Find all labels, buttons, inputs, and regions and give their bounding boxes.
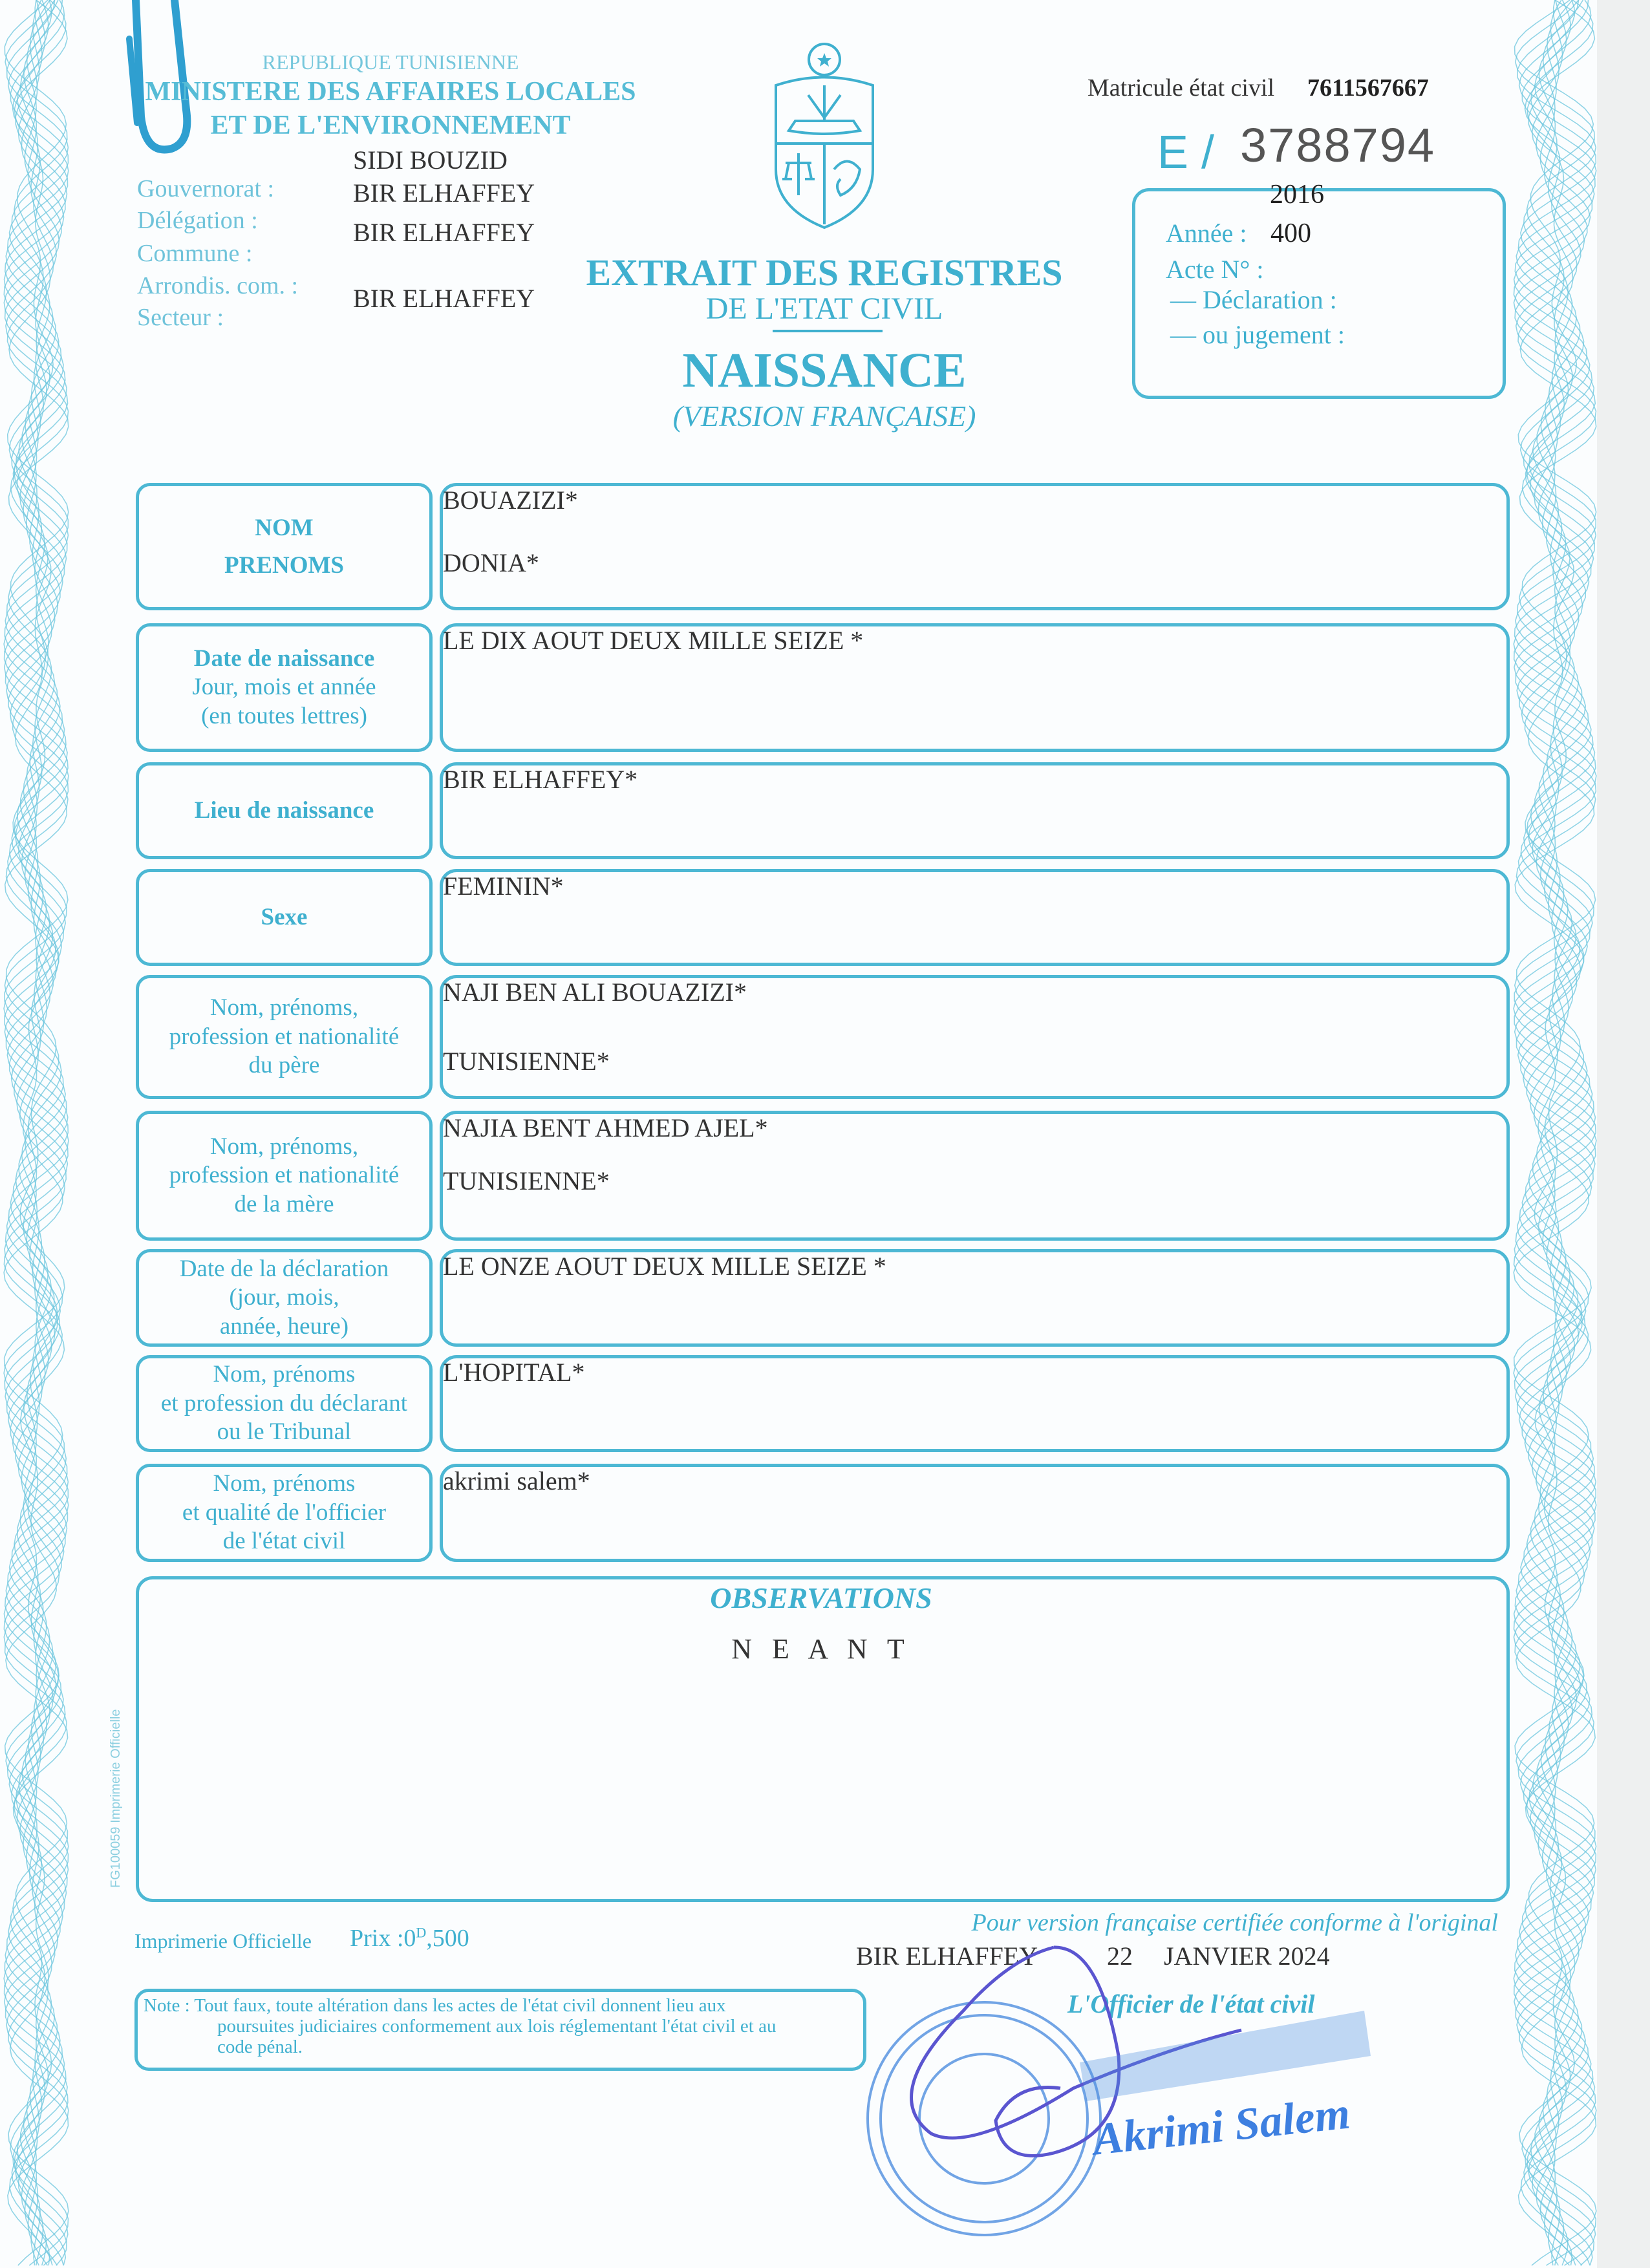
row-label-birth-place <box>136 762 433 859</box>
ministry-line1: MINISTERE DES AFFAIRES LOCALES <box>145 77 636 107</box>
row-label-declaration-date <box>136 1249 433 1347</box>
value-line: DONIA* <box>443 548 539 577</box>
registry-year: 2016 <box>1270 180 1324 209</box>
note-line3: code pénal. <box>217 2037 303 2057</box>
label-line: ou le Tribunal <box>217 1418 352 1446</box>
label-line: profession et nationalité <box>169 1162 400 1189</box>
label-line: Jour, mois et année <box>192 674 376 701</box>
row-value-sex <box>440 869 1510 966</box>
label-line: (en toutes lettres) <box>201 702 367 729</box>
label-line: de la mère <box>234 1190 334 1217</box>
value-line: TUNISIENNE* <box>443 1166 610 1195</box>
issue-place: BIR ELHAFFEY <box>856 1942 1038 1971</box>
commune-label: Commune : <box>137 240 253 267</box>
title-divider <box>773 330 883 332</box>
row-label-name <box>136 483 433 610</box>
scan-edge <box>1597 0 1650 2268</box>
row-label-mother <box>136 1111 433 1241</box>
officer-title: L'Officier de l'état civil <box>1067 1989 1315 2018</box>
label-line: Sexe <box>261 903 308 930</box>
note-line1: Tout faux, toute altération dans les actes de l'état civil donnent lieu aux <box>194 1995 726 2016</box>
value-line: FEMININ* <box>443 872 564 901</box>
value-line: NAJIA BENT AHMED AJEL* <box>443 1113 768 1142</box>
label-line: NOM <box>255 515 314 542</box>
price <box>350 1924 469 1952</box>
signature-stamp-band <box>1080 2011 1371 2101</box>
matricule-label: Matricule état civil <box>1088 74 1275 102</box>
title-line1: EXTRAIT DES REGISTRES <box>586 251 1063 294</box>
label-line: Nom, prénoms, <box>209 994 359 1022</box>
price-prefix: Prix :0 <box>350 1925 416 1952</box>
label-line: Nom, prénoms <box>213 1470 356 1497</box>
price-suffix: ,500 <box>426 1925 469 1952</box>
value-line: TUNISIENNE* <box>443 1047 610 1076</box>
label-line: Lieu de naissance <box>194 797 374 824</box>
value-line: BOUAZIZI* <box>443 486 578 515</box>
arrondissement-label: Arrondis. com. : <box>137 272 299 299</box>
row-value-mother <box>440 1111 1510 1241</box>
label-line: et profession du déclarant <box>160 1389 408 1417</box>
official-seal-icon <box>868 2002 1100 2235</box>
label-line: année, heure) <box>219 1312 349 1340</box>
delegation-label: Délégation : <box>137 207 258 234</box>
jugement-label: — ou jugement : <box>1170 320 1345 349</box>
label-line: Date de naissance <box>193 645 375 672</box>
annee-value: 400 <box>1270 219 1311 248</box>
row-label-officer <box>136 1464 433 1562</box>
neant-stamp: N E A N T <box>731 1633 911 1665</box>
label-line: du père <box>248 1052 320 1079</box>
row-value-name <box>440 483 1510 610</box>
observations-label: OBSERVATIONS <box>710 1581 932 1614</box>
row-value-officer <box>440 1464 1510 1562</box>
declaration-label: — Déclaration : <box>1170 285 1337 314</box>
note-prefix: Note : <box>144 1995 190 2016</box>
row-value-declarant <box>440 1355 1510 1452</box>
row-value-birth-date <box>440 623 1510 752</box>
serial-number: 3788794 <box>1240 118 1436 172</box>
observations-box <box>136 1576 1510 1902</box>
value-line: LE ONZE AOUT DEUX MILLE SEIZE * <box>443 1252 886 1281</box>
row-label-sex <box>136 869 433 966</box>
value-line: BIR ELHAFFEY* <box>443 765 638 794</box>
price-sup: D <box>416 1924 427 1941</box>
acte-label: Acte N° : <box>1166 255 1264 284</box>
commune-value: BIR ELHAFFEY <box>353 218 535 247</box>
row-label-declarant <box>136 1355 433 1452</box>
issue-day: 22 <box>1107 1942 1133 1971</box>
document-type-title: NAISSANCE <box>682 343 967 398</box>
label-line: Nom, prénoms, <box>209 1133 359 1160</box>
guilloche-border-right <box>1510 0 1600 2268</box>
matricule-value: 7611567667 <box>1307 74 1429 102</box>
legal-note <box>144 1995 776 2057</box>
tunisia-coat-of-arms-icon <box>763 40 886 231</box>
annee-label: Année : <box>1166 219 1247 248</box>
certified-statement: Pour version française certifiée conforme à l'original <box>971 1909 1498 1936</box>
gouvernorat-label: Gouvernorat : <box>137 175 275 202</box>
label-line: (jour, mois, <box>229 1284 339 1311</box>
ministry-line2: ET DE L'ENVIRONNEMENT <box>210 111 571 140</box>
label-line: Date de la déclaration <box>179 1255 389 1282</box>
gouvernorat-value: SIDI BOUZID <box>353 145 508 175</box>
label-line: PRENOMS <box>224 551 344 579</box>
value-line: NAJI BEN ALI BOUAZIZI* <box>443 978 747 1007</box>
republic-label: REPUBLIQUE TUNISIENNE <box>262 50 519 74</box>
version-subtitle: (VERSION FRANÇAISE) <box>672 400 976 433</box>
label-line: de l'état civil <box>222 1528 346 1555</box>
row-label-birth-date <box>136 623 433 752</box>
serial-prefix: E / <box>1157 127 1215 178</box>
guilloche-border-left <box>0 0 72 2268</box>
value-line: L'HOPITAL* <box>443 1358 585 1387</box>
secteur-label: Secteur : <box>137 304 224 331</box>
row-value-birth-place <box>440 762 1510 859</box>
label-line: profession et nationalité <box>169 1023 400 1050</box>
value-line: akrimi salem* <box>443 1466 590 1495</box>
title-line2: DE L'ETAT CIVIL <box>705 292 943 326</box>
row-value-father <box>440 975 1510 1099</box>
issue-month-year: JANVIER 2024 <box>1164 1942 1330 1971</box>
secteur-value: BIR ELHAFFEY <box>353 284 535 313</box>
note-line2: poursuites judiciaires conformement aux lois réglementant l'état civil et au <box>217 2016 777 2037</box>
delegation-value: BIR ELHAFFEY <box>353 178 535 208</box>
side-print-code: FG100059 Imprimerie Officielle <box>109 1709 123 1888</box>
signature-name-stamp: Akrimi Salem <box>1091 2088 1353 2165</box>
printer-label: Imprimerie Officielle <box>134 1929 312 1952</box>
label-line: et qualité de l'officier <box>182 1499 387 1526</box>
label-line: Nom, prénoms <box>213 1361 356 1388</box>
row-value-declaration-date <box>440 1249 1510 1347</box>
row-label-father <box>136 975 433 1099</box>
value-line: LE DIX AOUT DEUX MILLE SEIZE * <box>443 626 864 655</box>
